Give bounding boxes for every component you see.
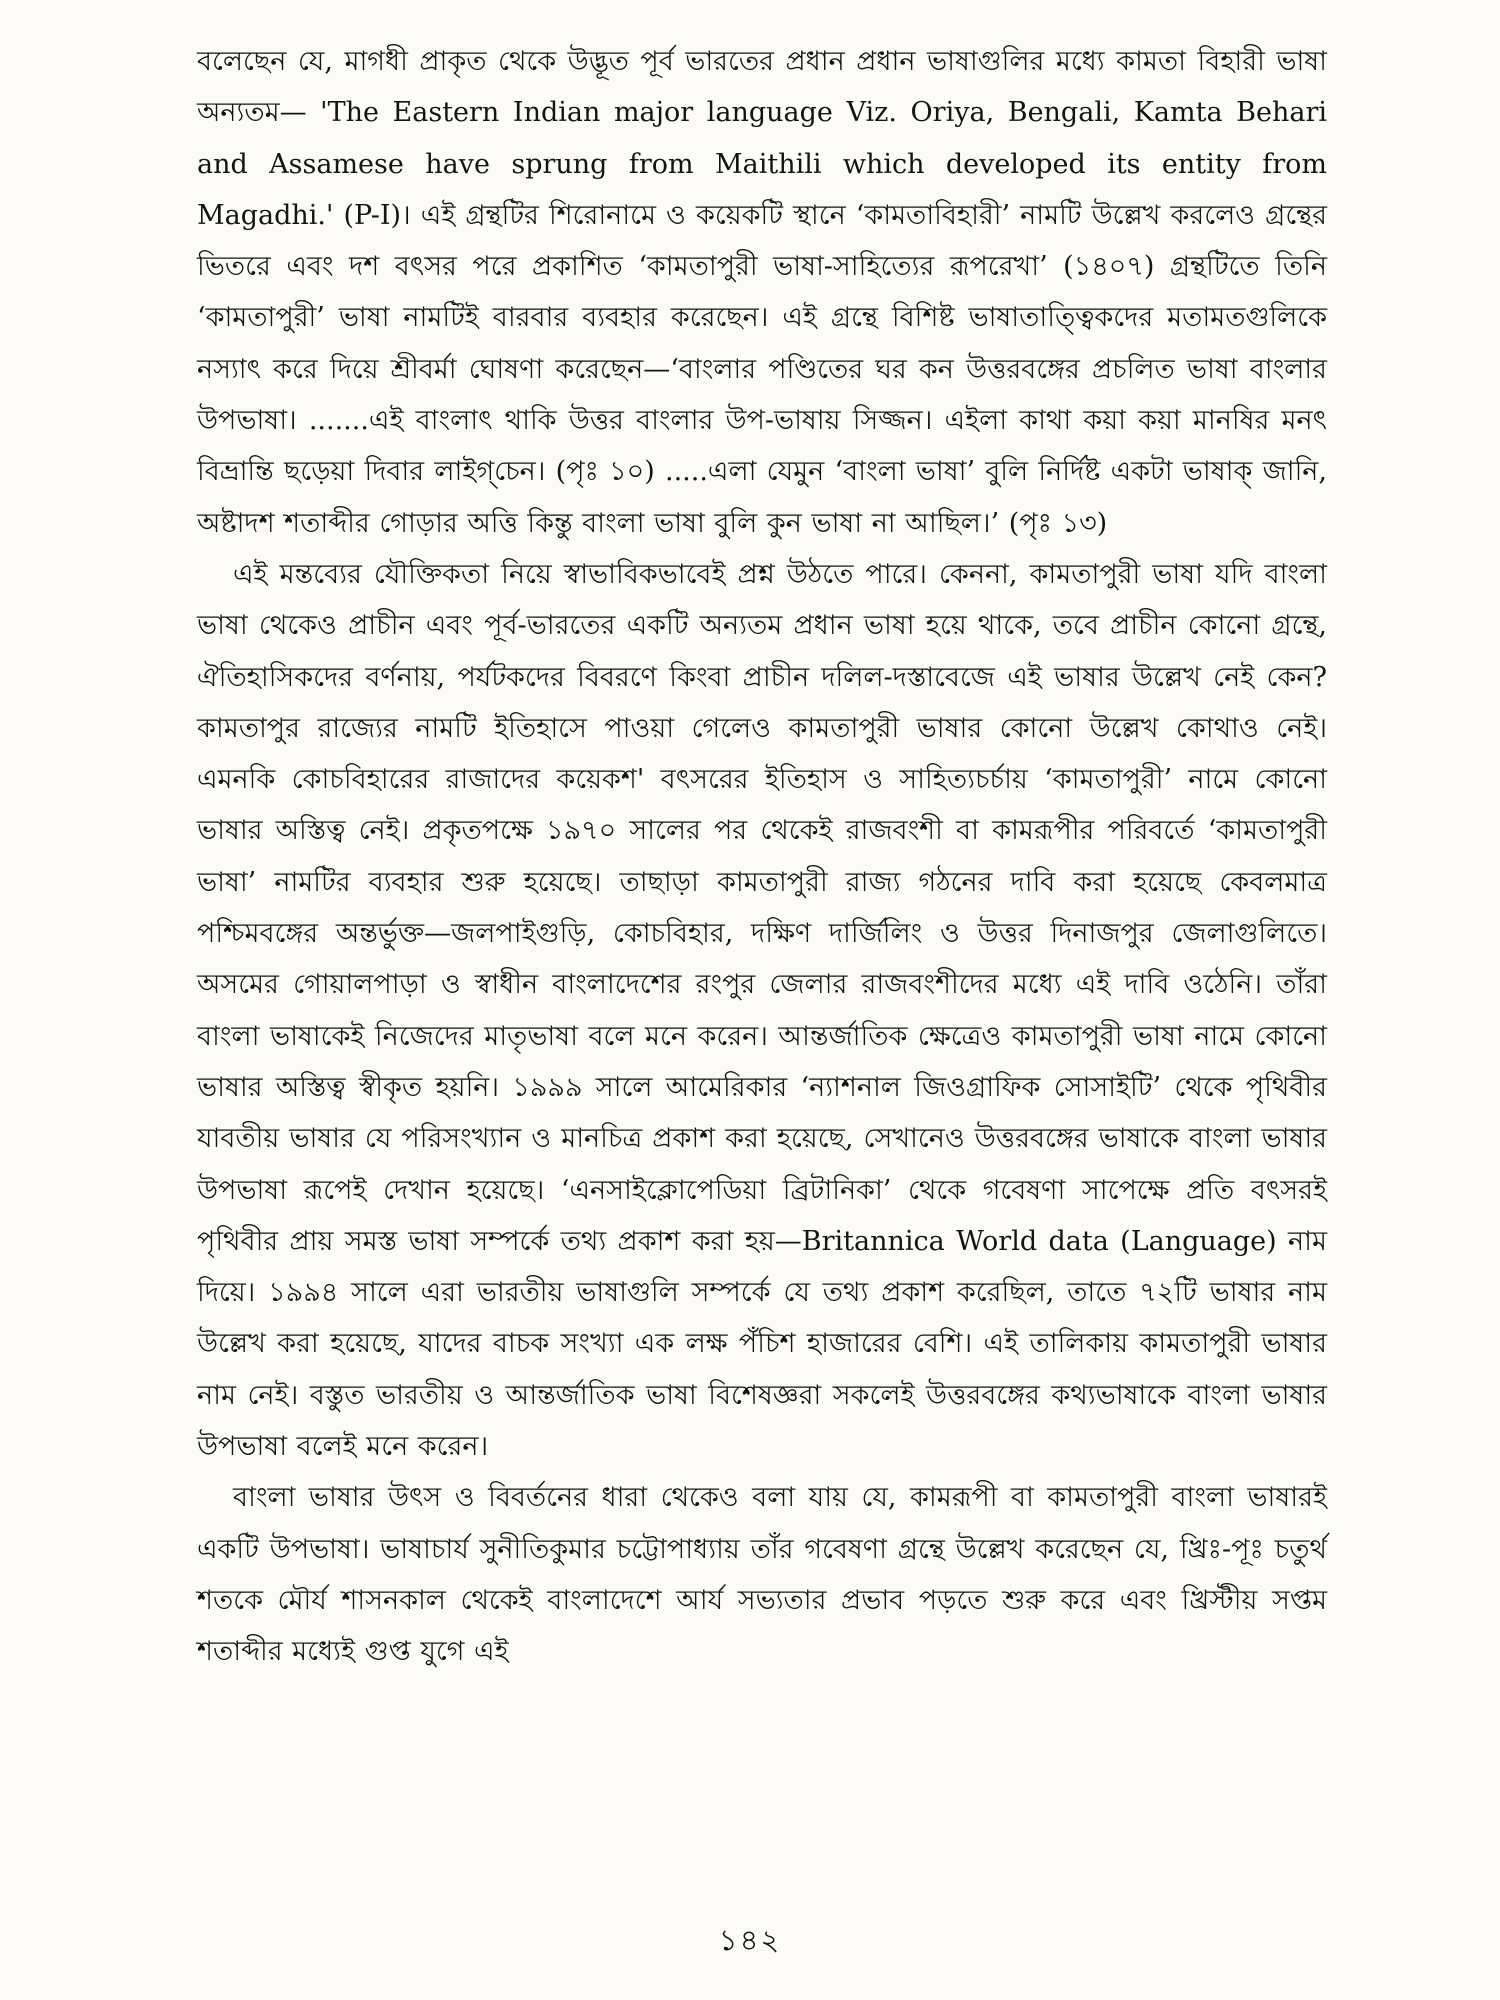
page-number: ১৪২ (718, 1923, 782, 1957)
paragraph-2: এই মন্তব্যের যৌক্তিকতা নিয়ে স্বাভাবিকভাবেই প্রশ্ন উঠতে পারে। কেননা, কামতাপুরী ভাষা যদি বাংলা ভাষা থেকেও প্রাচীন এবং পূর্ব-ভারতের একটি অন্যতম প্রধান ভাষা হয়ে থাকে, তবে প্রাচীন কোনো গ্রন্থে, ঐতিহাসিকদের বর্ণনায়, পর্যটকদের বিবরণে কিংবা প্রাচীন দলিল-দস্তাবেজে এই ভাষার উল্লেখ নেই কেন? কামতাপুর রাজ্যের নামটি ইতিহাসে পাওয়া গেলেও কামতাপুরী ভাষার কোনো উল্লেখ কোথাও নেই। এমনকি কোচবিহারের রাজাদের কয়েকশ' বৎসরের ইতিহাস ও সাহিত্যচর্চায় ‘কামতাপুরী’ নামে কোনো ভাষার অস্তিত্ব নেই। প্রকৃতপক্ষে ১৯৭০ সালের পর থেকেই রাজবংশী বা কামরূপীর পরিবর্তে ‘কামতাপুরী ভাষা’ নামটির ব্যবহার শুরু হয়েছে। তাছাড়া কামতাপুরী রাজ্য গঠনের দাবি করা হয়েছে কেবলমাত্র পশ্চিমবঙ্গের অন্তর্ভুক্ত—জলপাইগুড়ি, কোচবিহার, দক্ষিণ দার্জিলিং ও উত্তর দিনাজপুর জেলাগুলিতে। অসমের গোয়ালপাড়া ও স্বাধীন বাংলাদেশের রংপুর জেলার রাজবংশীদের মধ্যে এই দাবি ওঠেনি। তাঁরা বাংলা ভাষাকেই নিজেদের মাতৃভাষা বলে মনে করেন। আন্তর্জাতিক ক্ষেত্রেও কামতাপুরী ভাষা নামে কোনো ভাষার অস্তিত্ব স্বীকৃত হয়নি। ১৯৯৯ সালে আমেরিকার ‘ন্যাশনাল জিওগ্রাফিক সোসাইটি’ থেকে পৃথিবীর যাবতীয় ভাষার যে পরিসংখ্যান ও মানচিত্র প্রকাশ করা হয়েছে, সেখানেও উত্তরবঙ্গের ভাষাকে বাংলা ভাষার উপভাষা রূপেই দেখান হয়েছে। ‘এনসাইক্লোপেডিয়া ব্রিটানিকা’ থেকে গবেষণা সাপেক্ষে প্রতি বৎসরই পৃথিবীর প্রায় সমস্ত ভাষা সম্পর্কে তথ্য প্রকাশ করা হয়—Britannica World data (Language) নাম দিয়ে। ১৯৯৪ সালে এরা ভারতীয় ভাষাগুলি সম্পর্কে যে তথ্য প্রকাশ করেছিল, তাতে ৭২টি ভাষার নাম উল্লেখ করা হয়েছে, যাদের বাচক সংখ্যা এক লক্ষ পঁচিশ হাজারের বেশি। এই তালিকায় কামতাপুরী ভাষার নাম নেই। বস্তুত ভারতীয় ও আন্তর্জাতিক ভাষা বিশেষজ্ঞরা সকলেই উত্তরবঙ্গের কথ্যভাষাকে বাংলা ভাষার উপভাষা বলেই মনে করেন। (197, 558, 1327, 1463)
paragraph-1: বলেছেন যে, মাগধী প্রাকৃত থেকে উদ্ভূত পূর্ব ভারতের প্রধান প্রধান ভাষাগুলির মধ্যে কামতা বিহারী ভাষা অন্যতম— 'The Eastern Indian major language Viz. Oriya, Bengali, Kamta Behari and Assamese have sprung from Maithili which developed its entity from Magadhi.' (P-I)। এই গ্রন্থটির শিরোনামে ও কয়েকটি স্থানে ‘কামতাবিহারী’ নামটি উল্লেখ করলেও গ্রন্থের ভিতরে এবং দশ বৎসর পরে প্রকাশিত ‘কামতাপুরী ভাষা-সাহিত্যের রূপরেখা’ (১৪০৭) গ্রন্থটিতে তিনি ‘কামতাপুরী’ ভাষা নামটিই বারবার ব্যবহার করেছেন। এই গ্রন্থে বিশিষ্ট ভাষাতাত্ত্বিকদের মতামতগুলিকে নস্যাৎ করে দিয়ে শ্রীবর্মা ঘোষণা করেছেন—‘বাংলার পণ্ডিতের ঘর কন উত্তরবঙ্গের প্রচলিত ভাষা বাংলার উপভাষা। .......এই বাংলাৎ থাকি উত্তর বাংলার উপ-ভাষায় সিজ্জন। এইলা কাথা কয়া কয়া মানষির মনৎ বিভ্রান্তি ছড়েয়া দিবার লাইগ্‌চেন। (পৃঃ ১০) .....এলা যেমুন ‘বাংলা ভাষা’ বুলি নির্দিষ্ট একটা ভাষাক্ জানি, অষ্টাদশ শতাব্দীর গোড়ার অত্তি কিন্তু বাংলা ভাষা বুলি কুন ভাষা না আছিল।’ (পৃঃ ১৩) (197, 46, 1327, 539)
body-text (197, 36, 1327, 1678)
paragraph-3: বাংলা ভাষার উৎস ও বিবর্তনের ধারা থেকেও বলা যায় যে, কামরূপী বা কামতাপুরী বাংলা ভাষারই একটি উপভাষা। ভাষাচার্য সুনীতিকুমার চট্টোপাধ্যায় তাঁর গবেষণা গ্রন্থে উল্লেখ করেছেন যে, খ্রিঃ-পূঃ চতুর্থ শতকে মৌর্য শাসনকাল থেকেই বাংলাদেশে আর্য সভ্যতার প্রভাব পড়তে শুরু করে এবং খ্রিস্টীয় সপ্তম শতাব্দীর মধ্যেই গুপ্ত যুগে এই (197, 1482, 1327, 1668)
